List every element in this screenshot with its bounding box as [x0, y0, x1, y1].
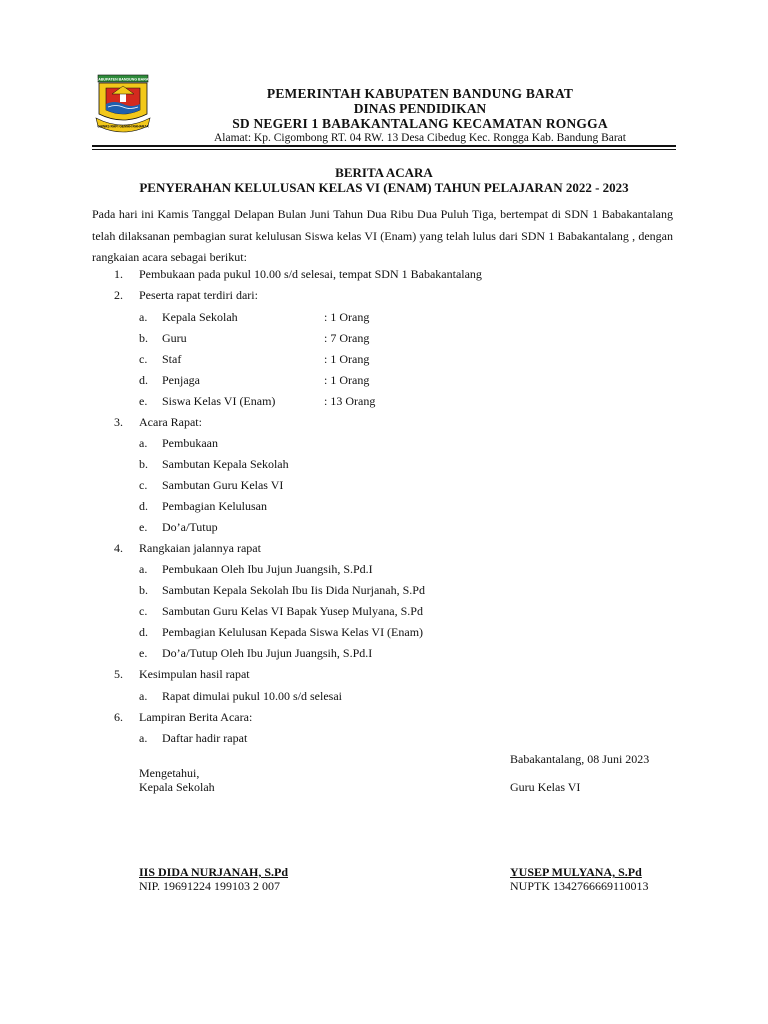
title-line-1: BERITA ACARA	[335, 165, 433, 180]
item-text: Rangkaian jalannya rapat	[139, 541, 261, 555]
sub-item-text: Pembagian Kelulusan	[162, 499, 267, 513]
sub-item-text: Daftar hadir rapat	[162, 731, 248, 745]
sub-item-text: Sambutan Guru Kelas VI Bapak Yusep Mulyana, S.Pd	[162, 604, 423, 618]
letterhead-rule-thick	[92, 145, 676, 147]
sub-item-letter: d.	[139, 373, 148, 387]
sub-item-text: Pembukaan Oleh Ibu Jujun Juangsih, S.Pd.I	[162, 562, 373, 576]
headmaster-nip: NIP. 19691224 199103 2 007	[139, 879, 281, 893]
title-line-2: PENYERAHAN KELULUSAN KELAS VI (ENAM) TAHUN PELAJARAN 2022 - 2023	[139, 180, 629, 195]
item-number: 5.	[114, 667, 123, 681]
letterhead-department: DINAS PENDIDIKAN	[353, 101, 487, 116]
logo-motto-text: GAWAS RAPI GEMAH RAHARJA	[97, 124, 149, 129]
item-text: Lampiran Berita Acara:	[139, 710, 253, 724]
sub-item-letter: c.	[139, 478, 148, 492]
sub-item-text: Pembagian Kelulusan Kepada Siswa Kelas VI (Enam)	[162, 625, 424, 639]
letterhead-school: SD NEGERI 1 BABAKANTALANG KECAMATAN RONGGA	[232, 116, 608, 131]
acknowledged-label: Mengetahui,	[139, 766, 200, 780]
sub-item-value: : 13 Orang	[324, 394, 376, 408]
letterhead	[160, 86, 680, 145]
sub-item-text: Sambutan Guru Kelas VI	[162, 478, 284, 492]
sub-item-letter: a.	[139, 436, 148, 450]
sub-item-text: Kepala Sekolah	[162, 310, 238, 324]
item-number: 4.	[114, 541, 123, 555]
letterhead-rule-thin	[92, 149, 676, 150]
sub-item-text: Pembukaan	[162, 436, 218, 450]
sub-item-value: : 7 Orang	[324, 331, 370, 345]
teacher-nuptk: NUPTK 1342766669110013	[510, 879, 649, 893]
sub-item-letter: c.	[139, 604, 148, 618]
item-text: Acara Rapat:	[139, 415, 202, 429]
item-number: 1.	[114, 267, 123, 281]
sub-item-letter: a.	[139, 562, 148, 576]
teacher-role: Guru Kelas VI	[510, 780, 581, 794]
sub-item-letter: a.	[139, 689, 148, 703]
sub-item-letter: a.	[139, 731, 148, 745]
item-text: Peserta rapat terdiri dari:	[139, 288, 258, 302]
sub-item-letter: b.	[139, 583, 148, 597]
sub-item-letter: c.	[139, 352, 148, 366]
headmaster-name: IIS DIDA NURJANAH, S.Pd	[139, 865, 289, 879]
sub-item-text: Guru	[162, 331, 187, 345]
sub-item-value: : 1 Orang	[324, 352, 370, 366]
item-number: 2.	[114, 288, 123, 302]
sub-item-text: Sambutan Kepala Sekolah	[162, 457, 289, 471]
sub-item-text: Siswa Kelas VI (Enam)	[162, 394, 276, 408]
regency-crest-icon	[94, 74, 152, 138]
sub-item-text: Penjaga	[162, 373, 200, 387]
sub-item-letter: d.	[139, 625, 148, 639]
sub-item-letter: e.	[139, 646, 148, 660]
sub-item-text: Staf	[162, 352, 182, 366]
sub-item-text: Rapat dimulai pukul 10.00 s/d selesai	[162, 689, 342, 703]
headmaster-role: Kepala Sekolah	[139, 780, 215, 794]
sub-item-letter: b.	[139, 331, 148, 345]
sub-item-letter: b.	[139, 457, 148, 471]
intro-paragraph: Pada hari ini Kamis Tanggal Delapan Bulan Juni Tahun Dua Ribu Dua Puluh Tiga, bertempat di SDN 1 Babakantalang telah dilaksanan pembagian surat kelulusan Siswa kelas VI (Enam) yang telah lulus dari SDN 1 Babakantalang , dengan rangkaian acara sebagai berikut:	[92, 207, 673, 264]
sub-item-letter: d.	[139, 499, 148, 513]
sub-item-letter: e.	[139, 394, 148, 408]
teacher-name: YUSEP MULYANA, S.Pd	[510, 865, 642, 879]
document-title	[92, 165, 676, 195]
place-date: Babakantalang, 08 Juni 2023	[510, 752, 650, 766]
item-text: Kesimpulan hasil rapat	[139, 667, 250, 681]
sub-item-value: : 1 Orang	[324, 373, 370, 387]
letterhead-government: PEMERINTAH KABUPATEN BANDUNG BARAT	[266, 86, 574, 101]
item-number: 3.	[114, 415, 123, 429]
letterhead-address: Alamat: Kp. Cigombong RT. 04 RW. 13 Desa Cibedug Kec. Rongga Kab. Bandung Barat	[214, 132, 626, 144]
sub-item-letter: a.	[139, 310, 148, 324]
item-text: Pembukaan pada pukul 10.00 s/d selesai, tempat SDN 1 Babakantalang	[139, 267, 482, 281]
sub-item-text: Do’a/Tutup	[162, 520, 218, 534]
sub-item-letter: e.	[139, 520, 148, 534]
sub-item-text: Sambutan Kepala Sekolah Ibu Iis Dida Nurjanah, S.Pd	[162, 583, 425, 597]
sub-item-text: Do’a/Tutup Oleh Ibu Jujun Juangsih, S.Pd.I	[162, 646, 373, 660]
item-number: 6.	[114, 710, 123, 724]
logo-banner-text: KABUPATEN BANDUNG BARAT	[95, 77, 151, 82]
sub-item-value: : 1 Orang	[324, 310, 370, 324]
